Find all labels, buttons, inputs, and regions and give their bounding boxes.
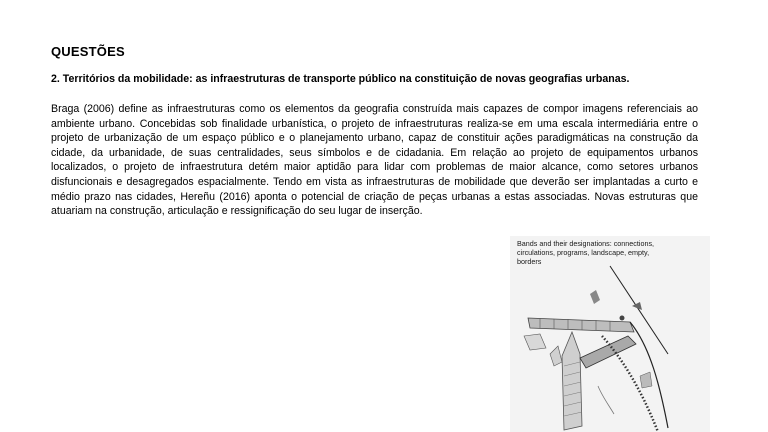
section-heading: QUESTÕES <box>51 44 125 59</box>
urban-bands-figure <box>510 236 710 432</box>
figure-caption: Bands and their designations: connections, circulations, programs, landscape, empty, borders <box>517 239 655 267</box>
body-paragraph: Braga (2006) define as infraestruturas como os elementos da geografia construída mais capazes de compor imagens referenciais ao ambiente urbano. Concebidas sob finalidade urbanística, o projeto de infraestruturas realiza-se em uma escala intermediária entre o projeto de urbanização de um espaço público e o planejamento urbano, capaz de constituir ações paradigmáticas na construção da cidade, da urbanidade, de suas centralidades, seus símbolos e de cidadania. Em relação ao projeto de equipamentos urbanos localizados, o projeto de infraestrutura detém maior aptidão para lidar com problemas de maior alcance, como setores urbanos disfuncionais e desagregados espacialmente. Tendo em vista as infraestruturas de mobilidade que deverão ser implantadas a curto e médio prazo nas cidades, Hereñu (2016) aponta o potencial de criação de peças urbanas a estas associadas. Novas estruturas que atuariam na construção, articulação e ressignificação do seu lugar de inserção. <box>51 103 698 218</box>
question-title: 2. Territórios da mobilidade: as infraestruturas de transporte público na constituição de novas geografias urbanas. <box>51 73 630 85</box>
